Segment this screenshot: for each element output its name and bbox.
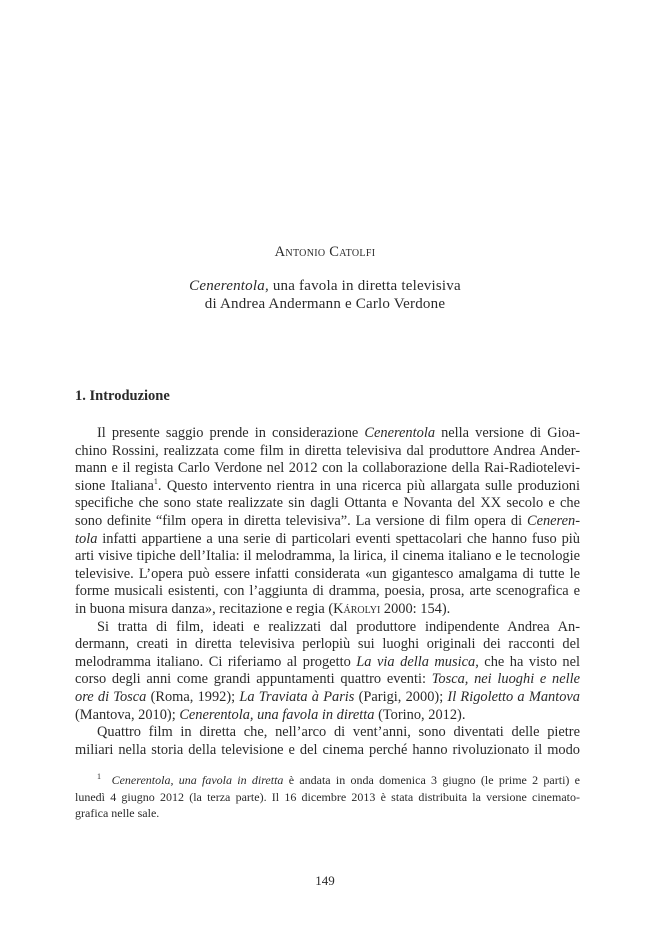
italic-run: Cenerentola, una favola in diretta — [111, 773, 284, 787]
title-italic-word: Cenerentola — [189, 278, 265, 294]
text-run: sono definite “film opera in diretta televisiva”. La versione di film opera di — [75, 512, 527, 529]
text-line: miliari nella storia della televisione e del cinema perché hanno rivoluzionato il modo — [75, 741, 580, 758]
italic-run: Cenerentola — [364, 425, 436, 441]
footnote-ref[interactable]: 1 — [153, 476, 158, 486]
text-line — [75, 478, 580, 496]
text-line: Quattro film in diretta che, nell’arco di vent’anni, sono diventati delle pietre — [97, 724, 580, 741]
text-line — [75, 531, 580, 549]
author-name: Antonio Catolfi — [274, 244, 376, 260]
italic-run: Il Rigoletto a Mantova — [447, 688, 580, 705]
italic-run: La via della musica — [356, 653, 476, 670]
text-run: nella versione di Gioa- — [435, 425, 580, 441]
text-run: (Parigi, 2000); — [354, 688, 448, 705]
text-line — [75, 654, 580, 672]
text-run: (Mantova, 2010); — [75, 706, 180, 723]
page-number: 149 — [315, 873, 335, 888]
text-run: , che ha visto nel — [475, 653, 580, 670]
body-text — [75, 425, 580, 759]
text-line: Si tratta di film, ideati e realizzati dal produttore indipendente Andrea An- — [97, 618, 580, 635]
section-heading: 1. Introduzione — [75, 388, 170, 404]
text-line — [75, 707, 580, 725]
footnote-line: grafica nelle sale. — [75, 806, 160, 820]
text-line — [75, 425, 580, 443]
text-run: infatti appartiene a una serie di particolari eventi spettacolari che hanno fuso più — [97, 530, 580, 547]
chapter-title-line-2: di Andrea Andermann e Carlo Verdone — [204, 296, 446, 312]
text-line — [75, 689, 580, 707]
footnotes — [75, 772, 580, 822]
text-line: televisive. L’opera può essere infatti considerata «un gigantesco amalgama di tutte le — [75, 565, 580, 582]
text-run: in buona misura danza», recitazione e regia ( — [75, 600, 334, 617]
text-line — [75, 671, 580, 689]
text-run: (Roma, 1992); — [146, 688, 240, 705]
text-line: arti visive tipiche dell’Italia: il melodramma, la lirica, il cinema italiano e le tecnologie — [75, 548, 580, 565]
citation-author: Károlyi — [333, 600, 381, 617]
footnote-line: lunedì 4 giugno 2012 (la terza parte). Il 16 dicembre 2013 è stata distribuita la versione cinemato- — [75, 789, 580, 804]
italic-run: Ceneren- — [526, 512, 580, 529]
chapter-title-line-1 — [0, 277, 650, 295]
italic-run: Tosca, nei luoghi e nelle — [431, 671, 580, 688]
text-run: melodramma italiano. Ci riferiamo al progetto — [75, 653, 357, 670]
text-run: (Torino, 2012). — [374, 706, 466, 723]
title-line-1-rest: , una favola in diretta televisiva — [264, 278, 461, 294]
text-line: mann e il regista Carlo Verdone nel 2012 con la collaborazione della Rai-Radiotelevi- — [75, 460, 580, 477]
italic-run: Cenerentola, una favola in diretta — [179, 706, 375, 723]
chapter-title — [0, 277, 650, 313]
text-line: forme musicali esistenti, con l’aggiunta di dramma, poesia, prosa, arte scenografica e — [75, 583, 580, 600]
text-line: specifiche che sono state realizzate sin dagli Ottanta e Novanta del XX secolo e che — [75, 495, 580, 512]
footnote-line — [75, 772, 580, 789]
text-run: 2000: 154). — [380, 600, 451, 617]
text-line: chino Rossini, realizzata come film in diretta televisiva dal produttore Andrea Ander- — [75, 442, 580, 459]
footnote-mark: 1 — [97, 772, 101, 781]
text-run: . Questo intervento rientra in una ricerca più allargata sulle produzioni — [157, 477, 581, 494]
italic-run: tola — [75, 530, 98, 547]
italic-run: La Traviata à Paris — [239, 688, 355, 705]
text-run: corso degli anni come grandi appuntamenti quattro eventi: — [75, 671, 432, 688]
text-run: sione Italiana — [75, 477, 154, 494]
text-run: è andata in onda domenica 3 giugno (le prime 2 parti) e — [283, 773, 580, 787]
text-line — [75, 601, 580, 619]
italic-run: ore di Tosca — [75, 688, 147, 705]
text-line — [75, 513, 580, 531]
text-run: Il presente saggio prende in considerazione — [97, 425, 365, 441]
text-line: dermann, creati in diretta televisiva perlopiù sui luoghi originali dei racconti del — [75, 636, 580, 653]
